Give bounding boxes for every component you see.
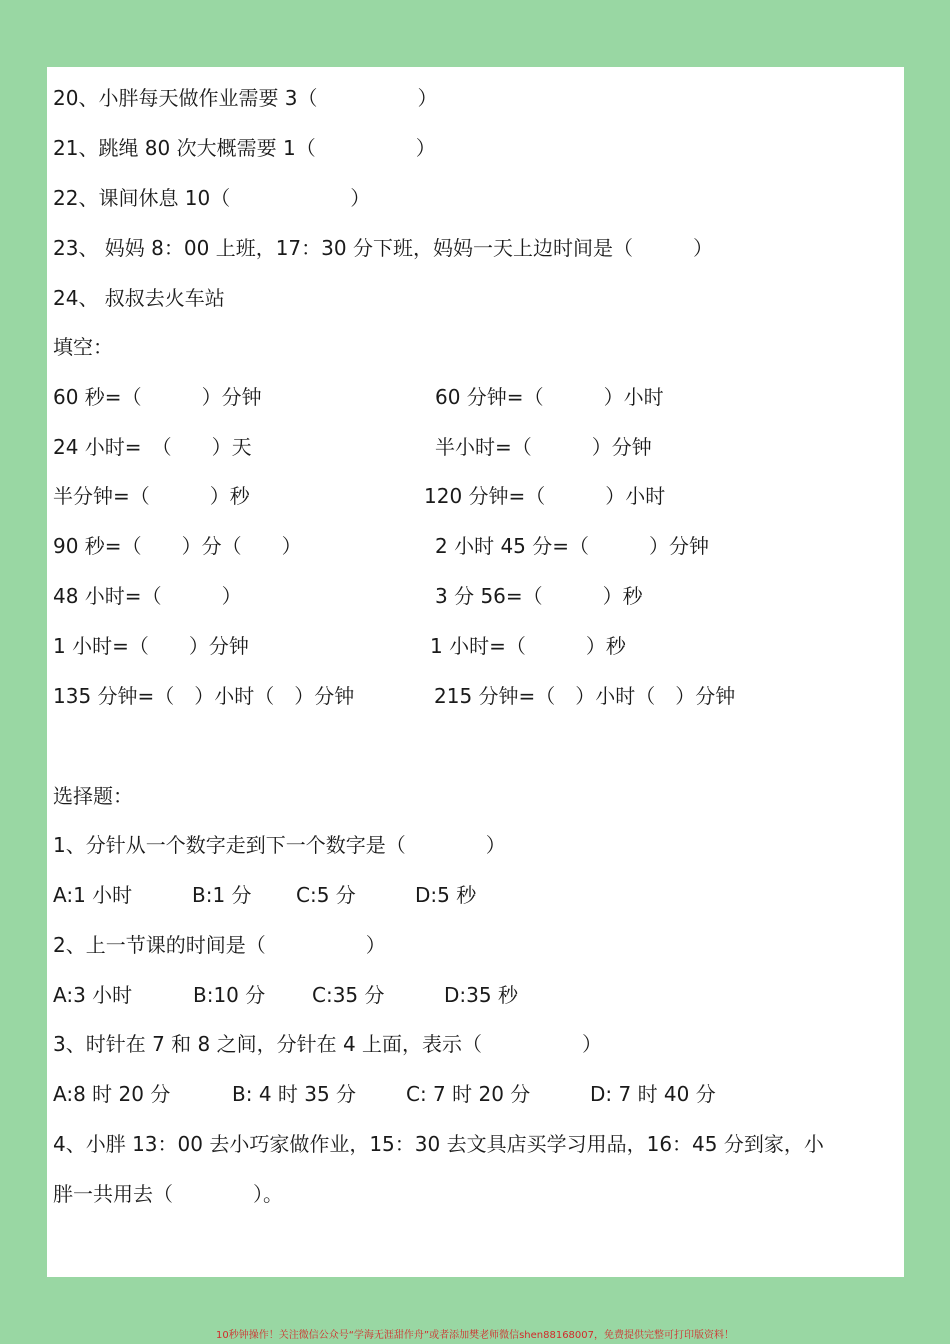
- fill-in-heading: 填空：: [53, 335, 113, 359]
- fill-item-left: 1 小时=（ ）分钟: [53, 634, 249, 658]
- option-a: A:3 小时: [53, 983, 133, 1007]
- question-20: 20、小胖每天做作业需要 3（ ）: [53, 86, 438, 110]
- fill-item-right: 2 小时 45 分=（ ）分钟: [435, 534, 710, 558]
- fill-item-right: 215 分钟=（ ）小时（ ）分钟: [434, 684, 736, 708]
- option-d: D:35 秒: [444, 983, 518, 1007]
- fill-item-left: 60 秒=（ ）分钟: [53, 385, 262, 409]
- choice-question-3: 3、时针在 7 和 8 之间，分针在 4 上面，表示（ ）: [53, 1032, 603, 1056]
- fill-item-left: 48 小时=（ ）: [53, 584, 242, 608]
- option-d: D: 7 时 40 分: [590, 1082, 716, 1106]
- choice-question-2: 2、上一节课的时间是（ ）: [53, 933, 386, 957]
- promo-footer: 10秒钟操作！关注微信公众号“学海无涯甜作舟”或者添加樊老师微信shen88168007，免费提供完整可打印版资料！: [215, 1330, 735, 1341]
- fill-item-right: 60 分钟=（ ）小时: [435, 385, 664, 409]
- question-23: 23、 妈妈 8：00 上班，17：30 分下班，妈妈一天上边时间是（ ）: [53, 236, 713, 260]
- fill-item-right: 半小时=（ ）分钟: [435, 435, 652, 459]
- fill-item-left: 135 分钟=（ ）小时（ ）分钟: [53, 684, 355, 708]
- option-b: B:10 分: [193, 983, 266, 1007]
- fill-item-left: 90 秒=（ ）分（ ）: [53, 534, 302, 558]
- choice-question-4-continued: 胖一共用去（ ）。: [53, 1182, 283, 1206]
- fill-item-left: 24 小时= （ ）天: [53, 435, 252, 459]
- fill-item-right: 1 小时=（ ）秒: [430, 634, 626, 658]
- fill-item-right: 120 分钟=（ ）小时: [424, 484, 666, 508]
- question-24: 24、 叔叔去火车站: [53, 286, 225, 310]
- option-c: C:5 分: [296, 883, 356, 907]
- fill-item-left: 半分钟=（ ）秒: [53, 484, 250, 508]
- option-b: B: 4 时 35 分: [232, 1082, 357, 1106]
- choice-question-4: 4、小胖 13：00 去小巧家做作业，15：30 去文具店买学习用品，16：45 分到家，小: [53, 1132, 824, 1156]
- question-22: 22、课间休息 10（ ）: [53, 186, 371, 210]
- option-d: D:5 秒: [415, 883, 477, 907]
- choice-question-1: 1、分针从一个数字走到下一个数字是（ ）: [53, 833, 506, 857]
- option-c: C:35 分: [312, 983, 385, 1007]
- option-a: A:1 小时: [53, 883, 133, 907]
- option-b: B:1 分: [192, 883, 252, 907]
- option-a: A:8 时 20 分: [53, 1082, 171, 1106]
- fill-item-right: 3 分 56=（ ）秒: [435, 584, 643, 608]
- question-21: 21、跳绳 80 次大概需要 1（ ）: [53, 136, 436, 160]
- choice-heading: 选择题：: [53, 784, 133, 808]
- option-c: C: 7 时 20 分: [406, 1082, 531, 1106]
